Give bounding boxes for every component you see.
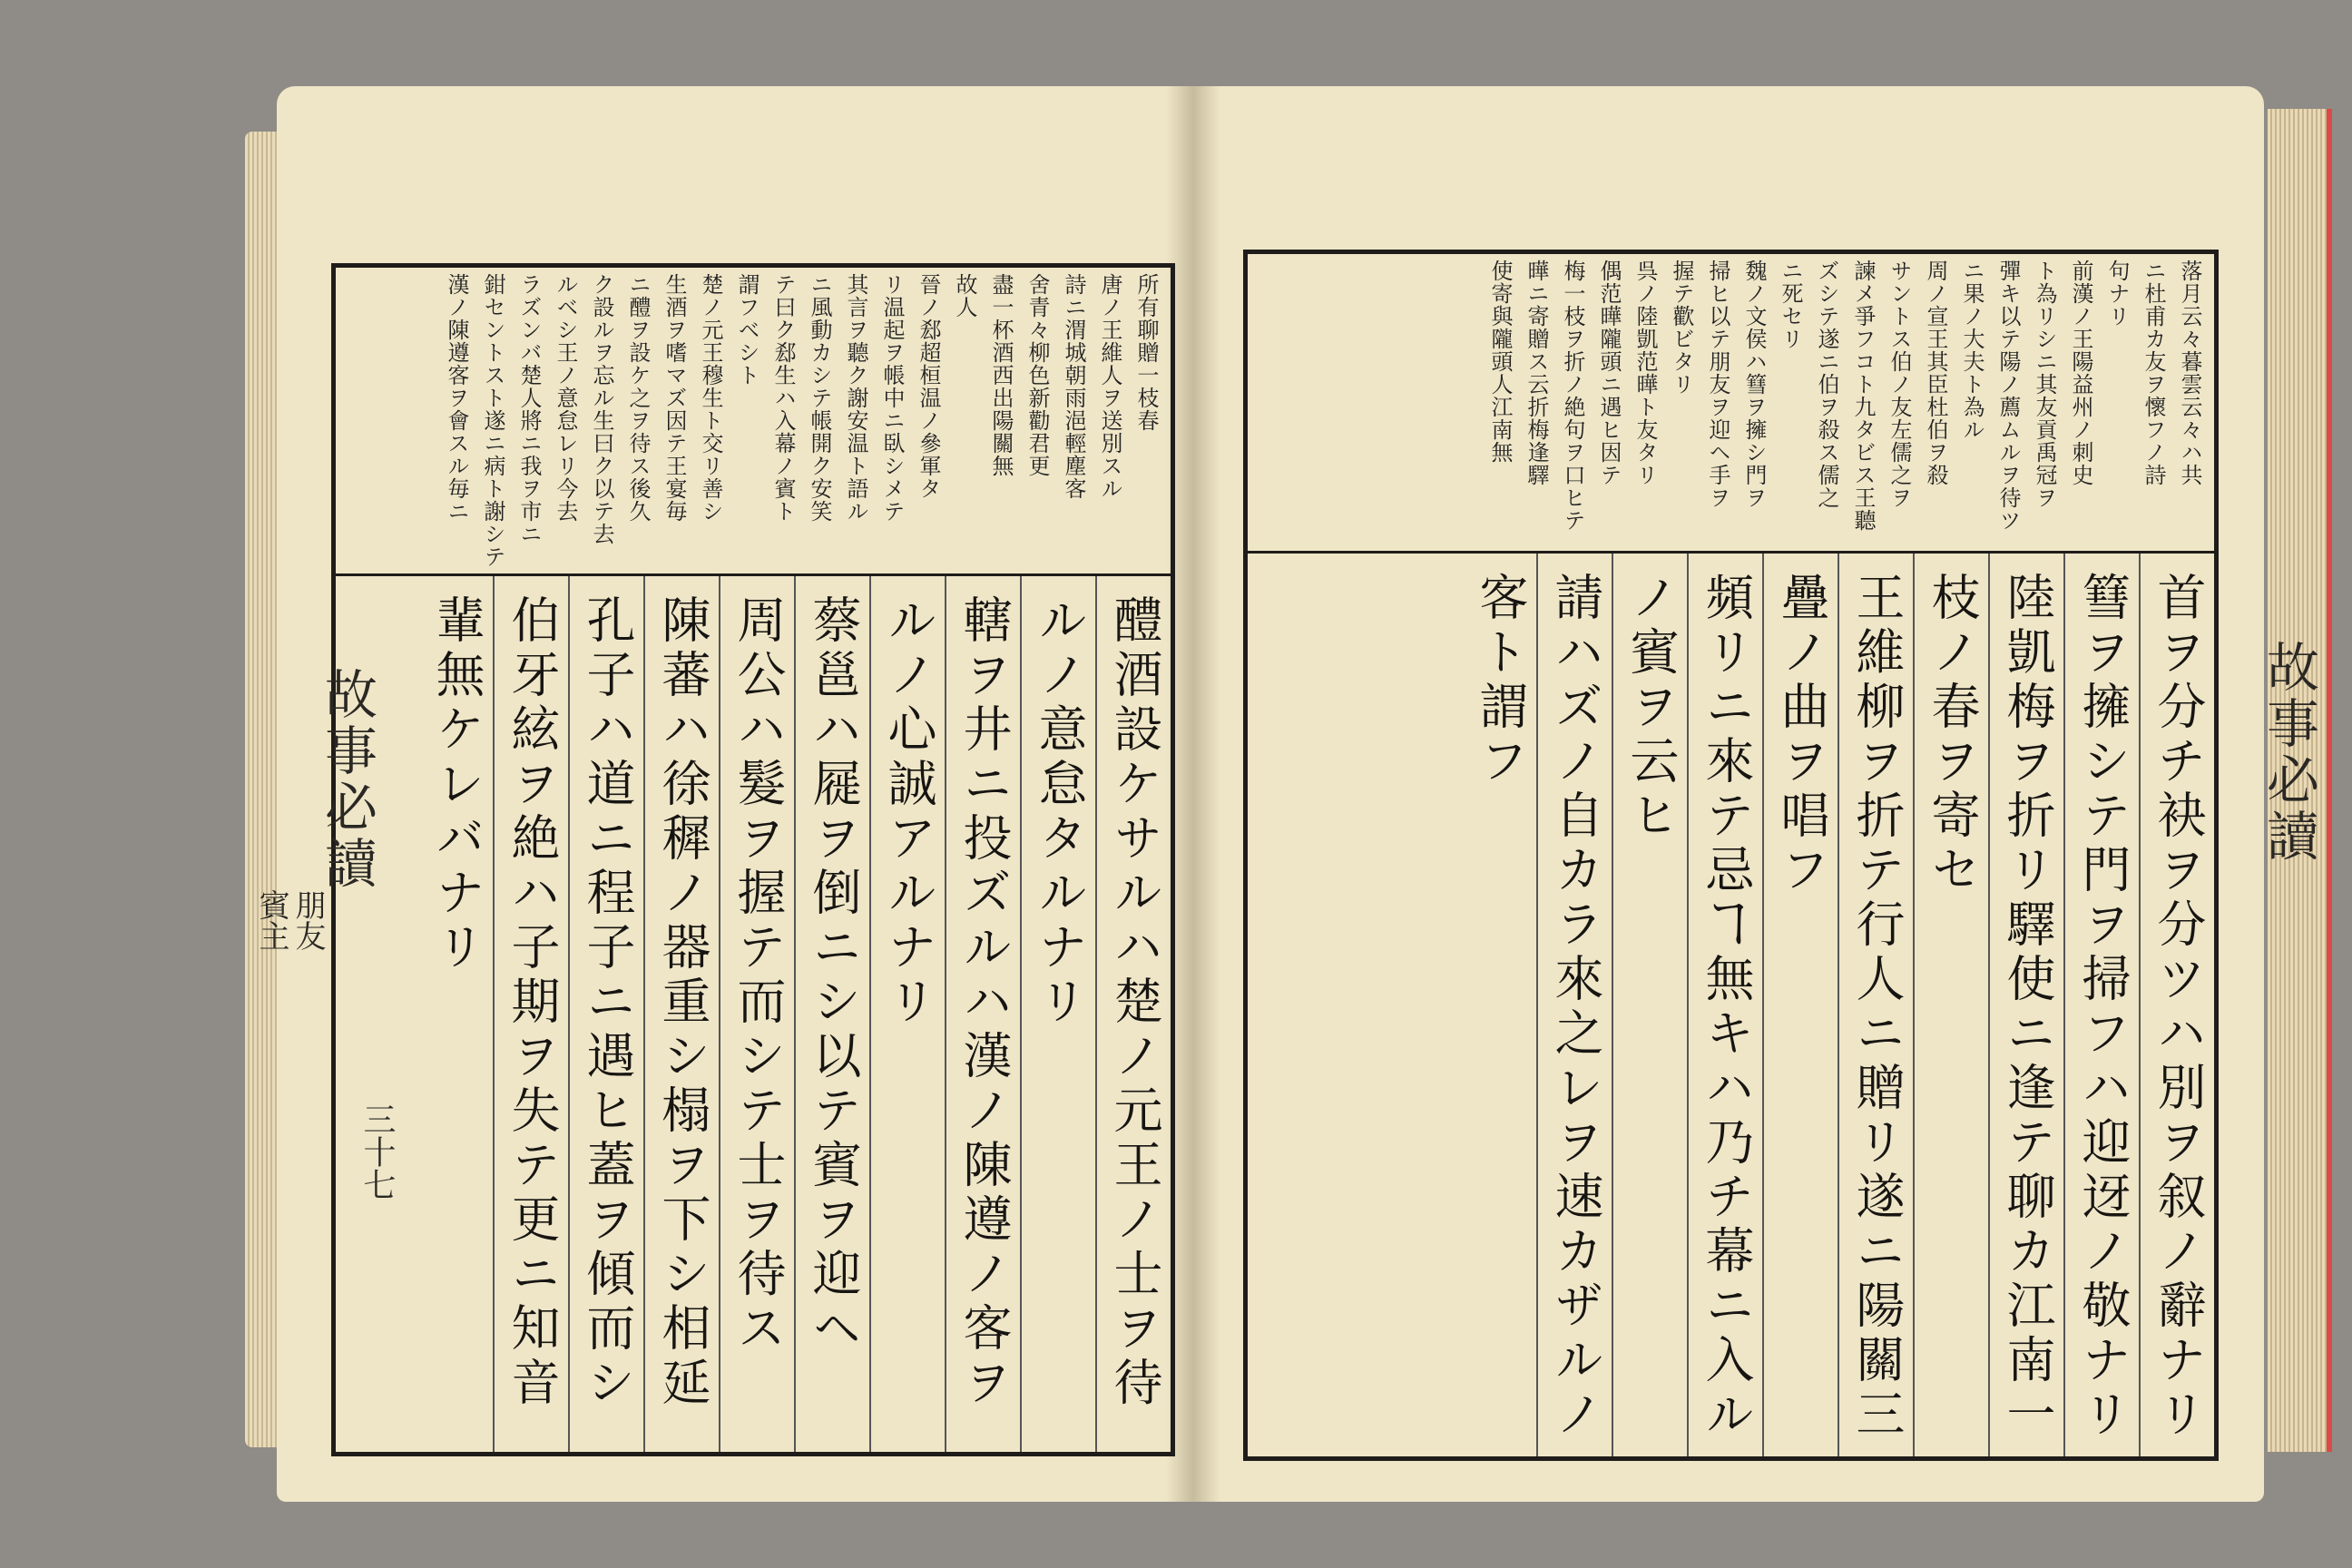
- note-line: 其言ヲ聽ク謝安温ト語ル: [843, 273, 868, 523]
- text-column: 孔子ハ道ニ程子ニ遇ヒ蓋ヲ傾而シ: [568, 576, 643, 1452]
- note-line: 偶范曄隴頭ニ遇ヒ因テ: [1596, 260, 1622, 486]
- note-line: 唐ノ王維人ヲ送別スル: [1097, 273, 1122, 500]
- text-column: 客ト謂フ: [1472, 572, 1529, 789]
- note-line: 諫メ爭フコト九タビス王聽: [1850, 260, 1876, 532]
- note-line: ニ死セリ: [1778, 260, 1803, 350]
- note-line: ニ風動カシテ帳開ク安笑: [807, 273, 832, 523]
- text-column: ルノ心誠アルナリ: [869, 576, 945, 1452]
- note-line: 魏ノ文侯ハ篲ヲ擁シ門ヲ: [1741, 260, 1767, 509]
- note-line: ラズンバ楚人將ニ我ヲ市ニ: [516, 273, 542, 545]
- text-column: 轄ヲ井ニ投ズルハ漢ノ陳遵ノ客ヲ: [945, 576, 1020, 1452]
- left-page-main-text: [336, 576, 1171, 1452]
- text-column: 陸凱梅ヲ折リ驛使ニ逢テ聊カ江南一: [1988, 554, 2063, 1456]
- text-column: 枝ノ春ヲ寄セ: [1913, 554, 1988, 1456]
- note-line: ニ醴ヲ設ケ之ヲ待ス後久: [625, 273, 651, 523]
- note-line: 落月云々暮雲云々ハ共: [2177, 260, 2202, 486]
- note-line: 掃ヒ以テ朋友ヲ迎ヘ手ヲ: [1705, 260, 1730, 509]
- text-column: 陳蕃ハ徐穉ノ器重シ榻ヲ下シ相延: [643, 576, 719, 1452]
- section-label: 朋友: [289, 889, 326, 951]
- note-line: ズシテ遂ニ伯ヲ殺ス儒之: [1814, 260, 1839, 509]
- book-title-right: 故事必讀: [2258, 640, 2319, 865]
- text-column: 篲ヲ擁シテ門ヲ掃フハ迎迓ノ敬ナリ: [2063, 554, 2139, 1456]
- note-line: テ曰ク郄生ハ入幕ノ賓ト: [770, 273, 796, 523]
- note-line: 使寄與隴頭人江南無: [1487, 260, 1513, 464]
- section-label: 賓主: [253, 889, 289, 951]
- note-line: 生酒ヲ嗜マズ因テ王宴毎: [662, 273, 687, 523]
- note-line: 楚ノ元王穆生ト交リ善シ: [698, 273, 723, 523]
- note-line: 舍青々柳色新勸君更: [1024, 273, 1050, 477]
- note-line: ク設ルヲ忘ル生曰ク以テ去: [589, 273, 614, 545]
- note-line: 故人: [952, 273, 977, 318]
- note-line: ト為リシニ其友貢禹冠ヲ: [2032, 260, 2057, 509]
- note-line: 彈キ以テ陽ノ薦ムルヲ待ツ: [1995, 260, 2021, 532]
- text-column: 醴酒設ケサルハ楚ノ元王ノ士ヲ待: [1095, 576, 1171, 1452]
- note-line: 曄ニ寄贈ス云折梅逢驛: [1524, 260, 1549, 486]
- text-column: 請ハズノ自カラ來之レヲ速カザルノ: [1536, 554, 1612, 1456]
- text-column: 頻リニ來テ忌ヿ無キハ乃チ幕ニ入ル: [1687, 554, 1762, 1456]
- note-line: 呉ノ陸凱范曄ト友タリ: [1632, 260, 1658, 486]
- note-line: 盡一杯酒西出陽關無: [988, 273, 1014, 477]
- note-line: 所有聊贈一枝春: [1133, 273, 1159, 432]
- text-column: 王維柳ヲ折テ行人ニ贈リ遂ニ陽關三: [1838, 554, 1913, 1456]
- note-line: ニ杜甫カ友ヲ懷フノ詩: [2141, 260, 2166, 486]
- page-number: 三十七: [358, 1102, 396, 1200]
- note-line: リ温起ヲ帳中ニ臥シメテ: [879, 273, 905, 523]
- note-line: 鉗セントスト遂ニ病ト謝シテ: [480, 273, 505, 568]
- note-line: 詩ニ渭城朝雨浥輕塵客: [1061, 273, 1086, 500]
- left-page-notes: [336, 268, 1171, 576]
- note-line: 前漢ノ王陽益州ノ刺史: [2068, 260, 2093, 486]
- text-column: 疊ノ曲ヲ唱フ: [1762, 554, 1838, 1456]
- book-title-left: 故事必讀: [316, 667, 377, 892]
- left-page-frame: [331, 263, 1175, 1456]
- note-line: 謂フベシト: [734, 273, 760, 387]
- note-line: 梅一枝ヲ折ノ絶句ヲ口ヒテ: [1560, 260, 1585, 532]
- text-column: 輩無ケレバナリ: [428, 594, 485, 975]
- text-column: 蔡邕ハ屣ヲ倒ニシ以テ賓ヲ迎ヘ: [794, 576, 869, 1452]
- note-line: ニ果ノ大夫ト為ル: [1959, 260, 1984, 441]
- text-column: 伯牙絃ヲ絶ハ子期ヲ失テ更ニ知音: [493, 576, 568, 1452]
- text-column: 首ヲ分チ袂ヲ分ツハ別ヲ叙ノ辭ナリ: [2139, 554, 2214, 1456]
- note-line: ルベシ王ノ意怠レリ今去: [553, 273, 578, 523]
- note-line: 晉ノ郄超桓温ノ參軍タ: [916, 273, 941, 500]
- note-line: 周ノ宣王其臣杜伯ヲ殺: [1923, 260, 1948, 486]
- note-line: サントス伯ノ友左儒之ヲ: [1886, 260, 1912, 509]
- note-line: 漢ノ陳遵客ヲ會スル毎ニ: [444, 273, 469, 523]
- right-page-main-text: [1248, 554, 2214, 1456]
- right-page-notes: [1248, 254, 2214, 554]
- note-line: 句ナリ: [2104, 260, 2130, 328]
- text-column: 周公ハ髮ヲ握テ而シテ士ヲ待ス: [719, 576, 794, 1452]
- text-column: ルノ意怠タルナリ: [1020, 576, 1095, 1452]
- text-column: ノ賓ヲ云ヒ: [1612, 554, 1687, 1456]
- open-book: [245, 86, 2332, 1502]
- note-line: 握テ歡ビタリ: [1669, 260, 1694, 396]
- right-page-frame: [1243, 250, 2219, 1461]
